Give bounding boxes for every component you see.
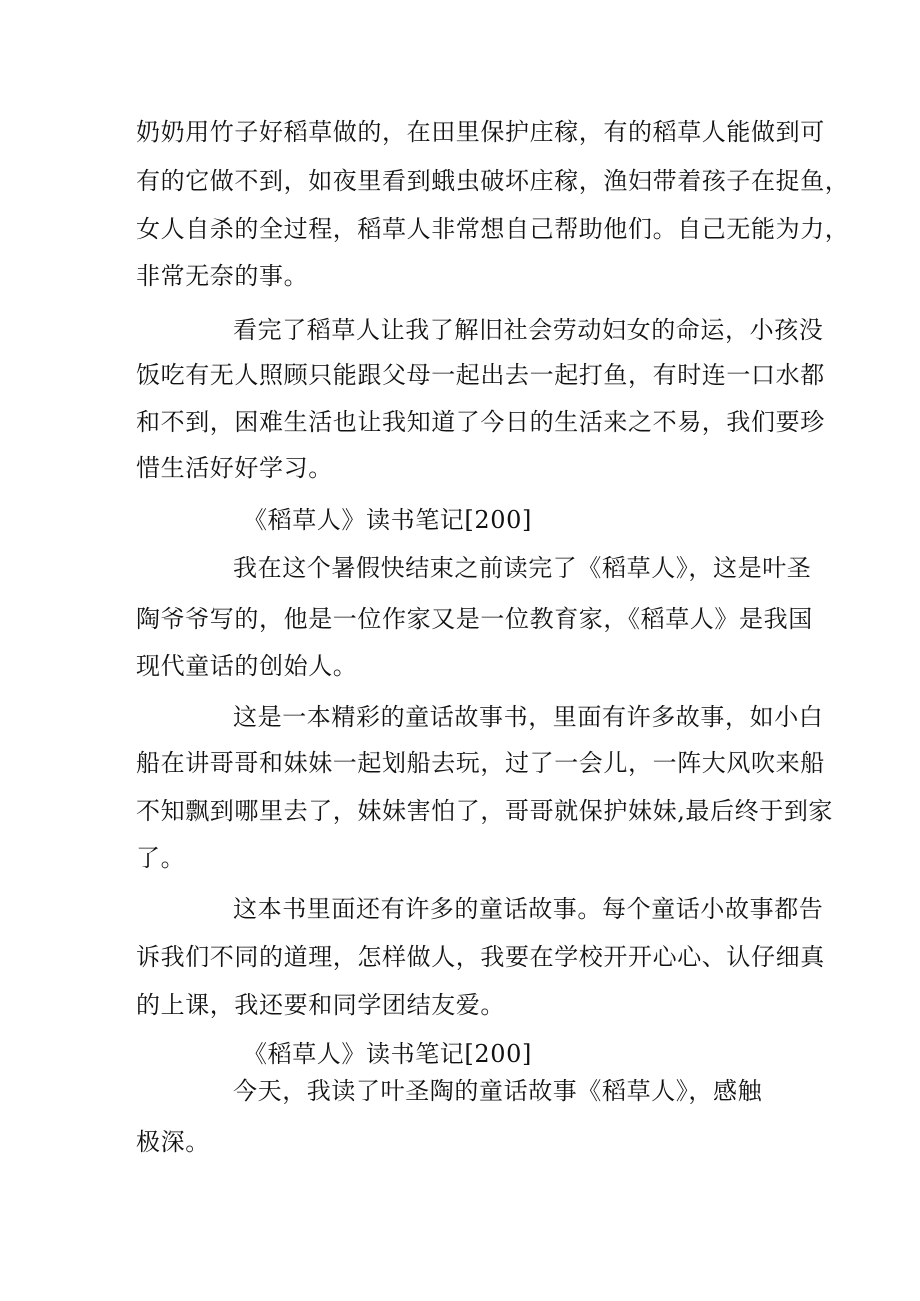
paragraph-start-line: 这本书里面还有许多的童话故事。每个童话小故事都告 [233,895,824,923]
section-heading: 《稻草人》读书笔记[200] [243,506,532,534]
text-line: 的上课，我还要和同学团结友爱。 [136,991,505,1019]
text-line: 有的它做不到，如夜里看到蛾虫破坏庄稼，渔妇带着孩子在捉鱼， [136,167,850,195]
text-line: 诉我们不同的道理，怎样做人，我要在学校开开心心、认仔细真 [136,943,825,971]
paragraph-start-line: 今天，我读了叶圣陶的童话故事《稻草人》，感触 [233,1077,763,1105]
text-line: 不知飘到哪里去了，妹妹害怕了，哥哥就保护妹妹,最后终于到家 [136,797,834,825]
text-line: 船在讲哥哥和妹妹一起划船去玩，过了一会儿，一阵大风吹来船 [136,749,825,777]
text-line: 陶爷爷写的，他是一位作家又是一位教育家，《稻草人》是我国 [136,605,813,633]
text-line: 了。 [136,844,186,872]
paragraph-start-line: 我在这个暑假快结束之前读完了《稻草人》，这是叶圣 [233,554,812,582]
text-line: 非常无奈的事。 [136,262,309,290]
text-line: 女人自杀的全过程，稻草人非常想自己帮助他们。自己无能为力， [136,215,850,243]
section-heading: 《稻草人》读书笔记[200] [243,1040,532,1068]
text-line: 奶奶用竹子好稻草做的，在田里保护庄稼，有的稻草人能做到可 [136,118,825,146]
text-line: 现代童话的创始人。 [136,652,358,680]
text-line: 和不到，困难生活也让我知道了今日的生活来之不易，我们要珍 [136,408,825,436]
paragraph-start-line: 这是一本精彩的童话故事书，里面有许多故事，如小白 [233,703,824,731]
text-line: 惜生活好好学习。 [136,454,333,482]
text-line: 极深。 [136,1128,210,1156]
text-line: 饭吃有无人照顾只能跟父母一起出去一起打鱼，有时连一口水都 [136,361,825,389]
paragraph-start-line: 看完了稻草人让我了解旧社会劳动妇女的命运，小孩没 [233,316,824,344]
